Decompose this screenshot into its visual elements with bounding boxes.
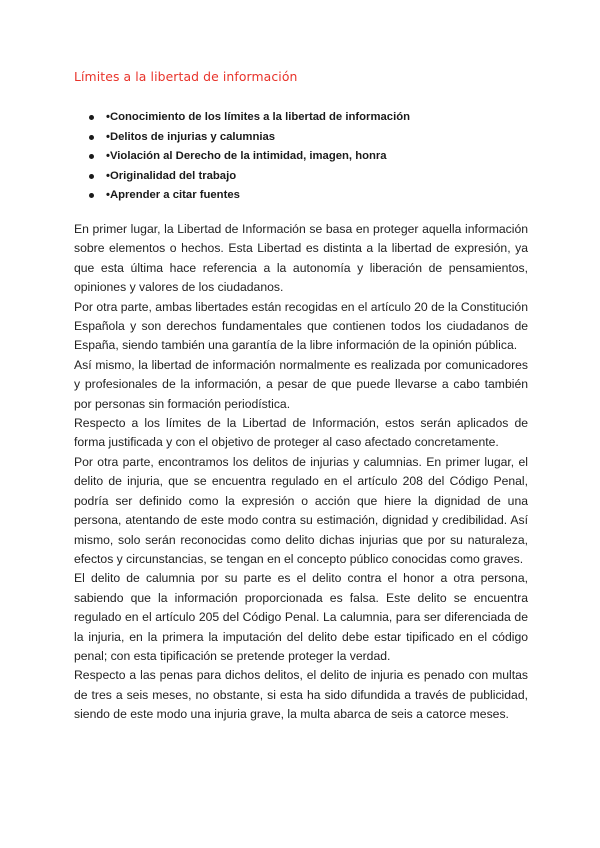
paragraph-calumnia: El delito de calumnia por su parte es el delito contra el honor a otra persona, sabiendo que la información proporcionada es falsa. Este delito se encuentra regulado en el artículo 205 del Código Penal. La calumnia, para ser diferenciada de la injuria, en la primera la imputación del delito debe estar tipificado en el código penal; con esta tipificación se pretende proteger la verdad. bbox=[74, 571, 528, 663]
bullet-dot-icon bbox=[89, 115, 94, 120]
page-title: Límites a la libertad de información bbox=[74, 69, 298, 84]
bullet-dot-icon bbox=[89, 193, 94, 198]
list-item bbox=[74, 129, 534, 149]
list-item bbox=[74, 168, 534, 188]
topic-list bbox=[74, 109, 534, 207]
body-text bbox=[74, 220, 528, 725]
list-item-text: •Aprender a citar fuentes bbox=[106, 189, 240, 201]
paragraph-libertad-informacion: En primer lugar, la Libertad de Información se basa en proteger aquella información sobre elementos o hechos. Esta Libertad es distinta a la libertad de expresión, ya que esta última hace referencia a la autonomía y liberación de pensamientos, opiniones y valores de los ciudadanos. bbox=[74, 222, 528, 295]
paragraph-penas: Respecto a las penas para dichos delitos, el delito de injuria es penado con multas de tres a seis meses, no obstante, si esta ha sido difundida a través de publicidad, siendo de este modo una injuria grave, la multa abarca de seis a catorce meses. bbox=[74, 668, 528, 722]
paragraph-limites: Respecto a los límites de la Libertad de Información, estos serán aplicados de forma justificada y con el objetivo de proteger al caso afectado concretamente. bbox=[74, 416, 528, 450]
paragraph-comunicadores: Así mismo, la libertad de información normalmente es realizada por comunicadores y profesionales de la información, a pesar de que puede llevarse a cabo también por personas sin formación periodística. bbox=[74, 357, 528, 411]
bullet-dot-icon bbox=[89, 154, 94, 159]
list-item bbox=[74, 148, 534, 168]
bullet-dot-icon bbox=[89, 135, 94, 140]
list-item-text: •Delitos de injurias y calumnias bbox=[106, 130, 276, 143]
list-item-text: •Originalidad del trabajo bbox=[106, 169, 237, 182]
bullet-dot-icon bbox=[89, 174, 94, 179]
list-item-text: •Violación al Derecho de la intimidad, imagen, honra bbox=[106, 150, 387, 162]
list-item-text: •Conocimiento de los límites a la libertad de información bbox=[106, 111, 411, 123]
list-item bbox=[74, 187, 534, 207]
list-item bbox=[74, 109, 534, 129]
paragraph-injuria: Por otra parte, encontramos los delitos de injurias y calumnias. En primer lugar, el delito de injuria, que se encuentra regulado en el artículo 208 del Código Penal, podría ser definido como la expresión o acción que hiere la dignidad de una persona, atentando de este modo contra su estimación, dignidad y credibilidad. Así mismo, solo serán reconocidas como delito dichas injurias que por su naturaleza, efectos y circunstancias, se tengan en el concepto público conocidas como graves. bbox=[74, 454, 528, 566]
paragraph-constitucion: Por otra parte, ambas libertades están recogidas en el artículo 20 de la Constitución Española y son derechos fundamentales que contienen todos los ciudadanos de España, siendo también una garantía de la libre información de la opinión pública. bbox=[74, 299, 528, 353]
